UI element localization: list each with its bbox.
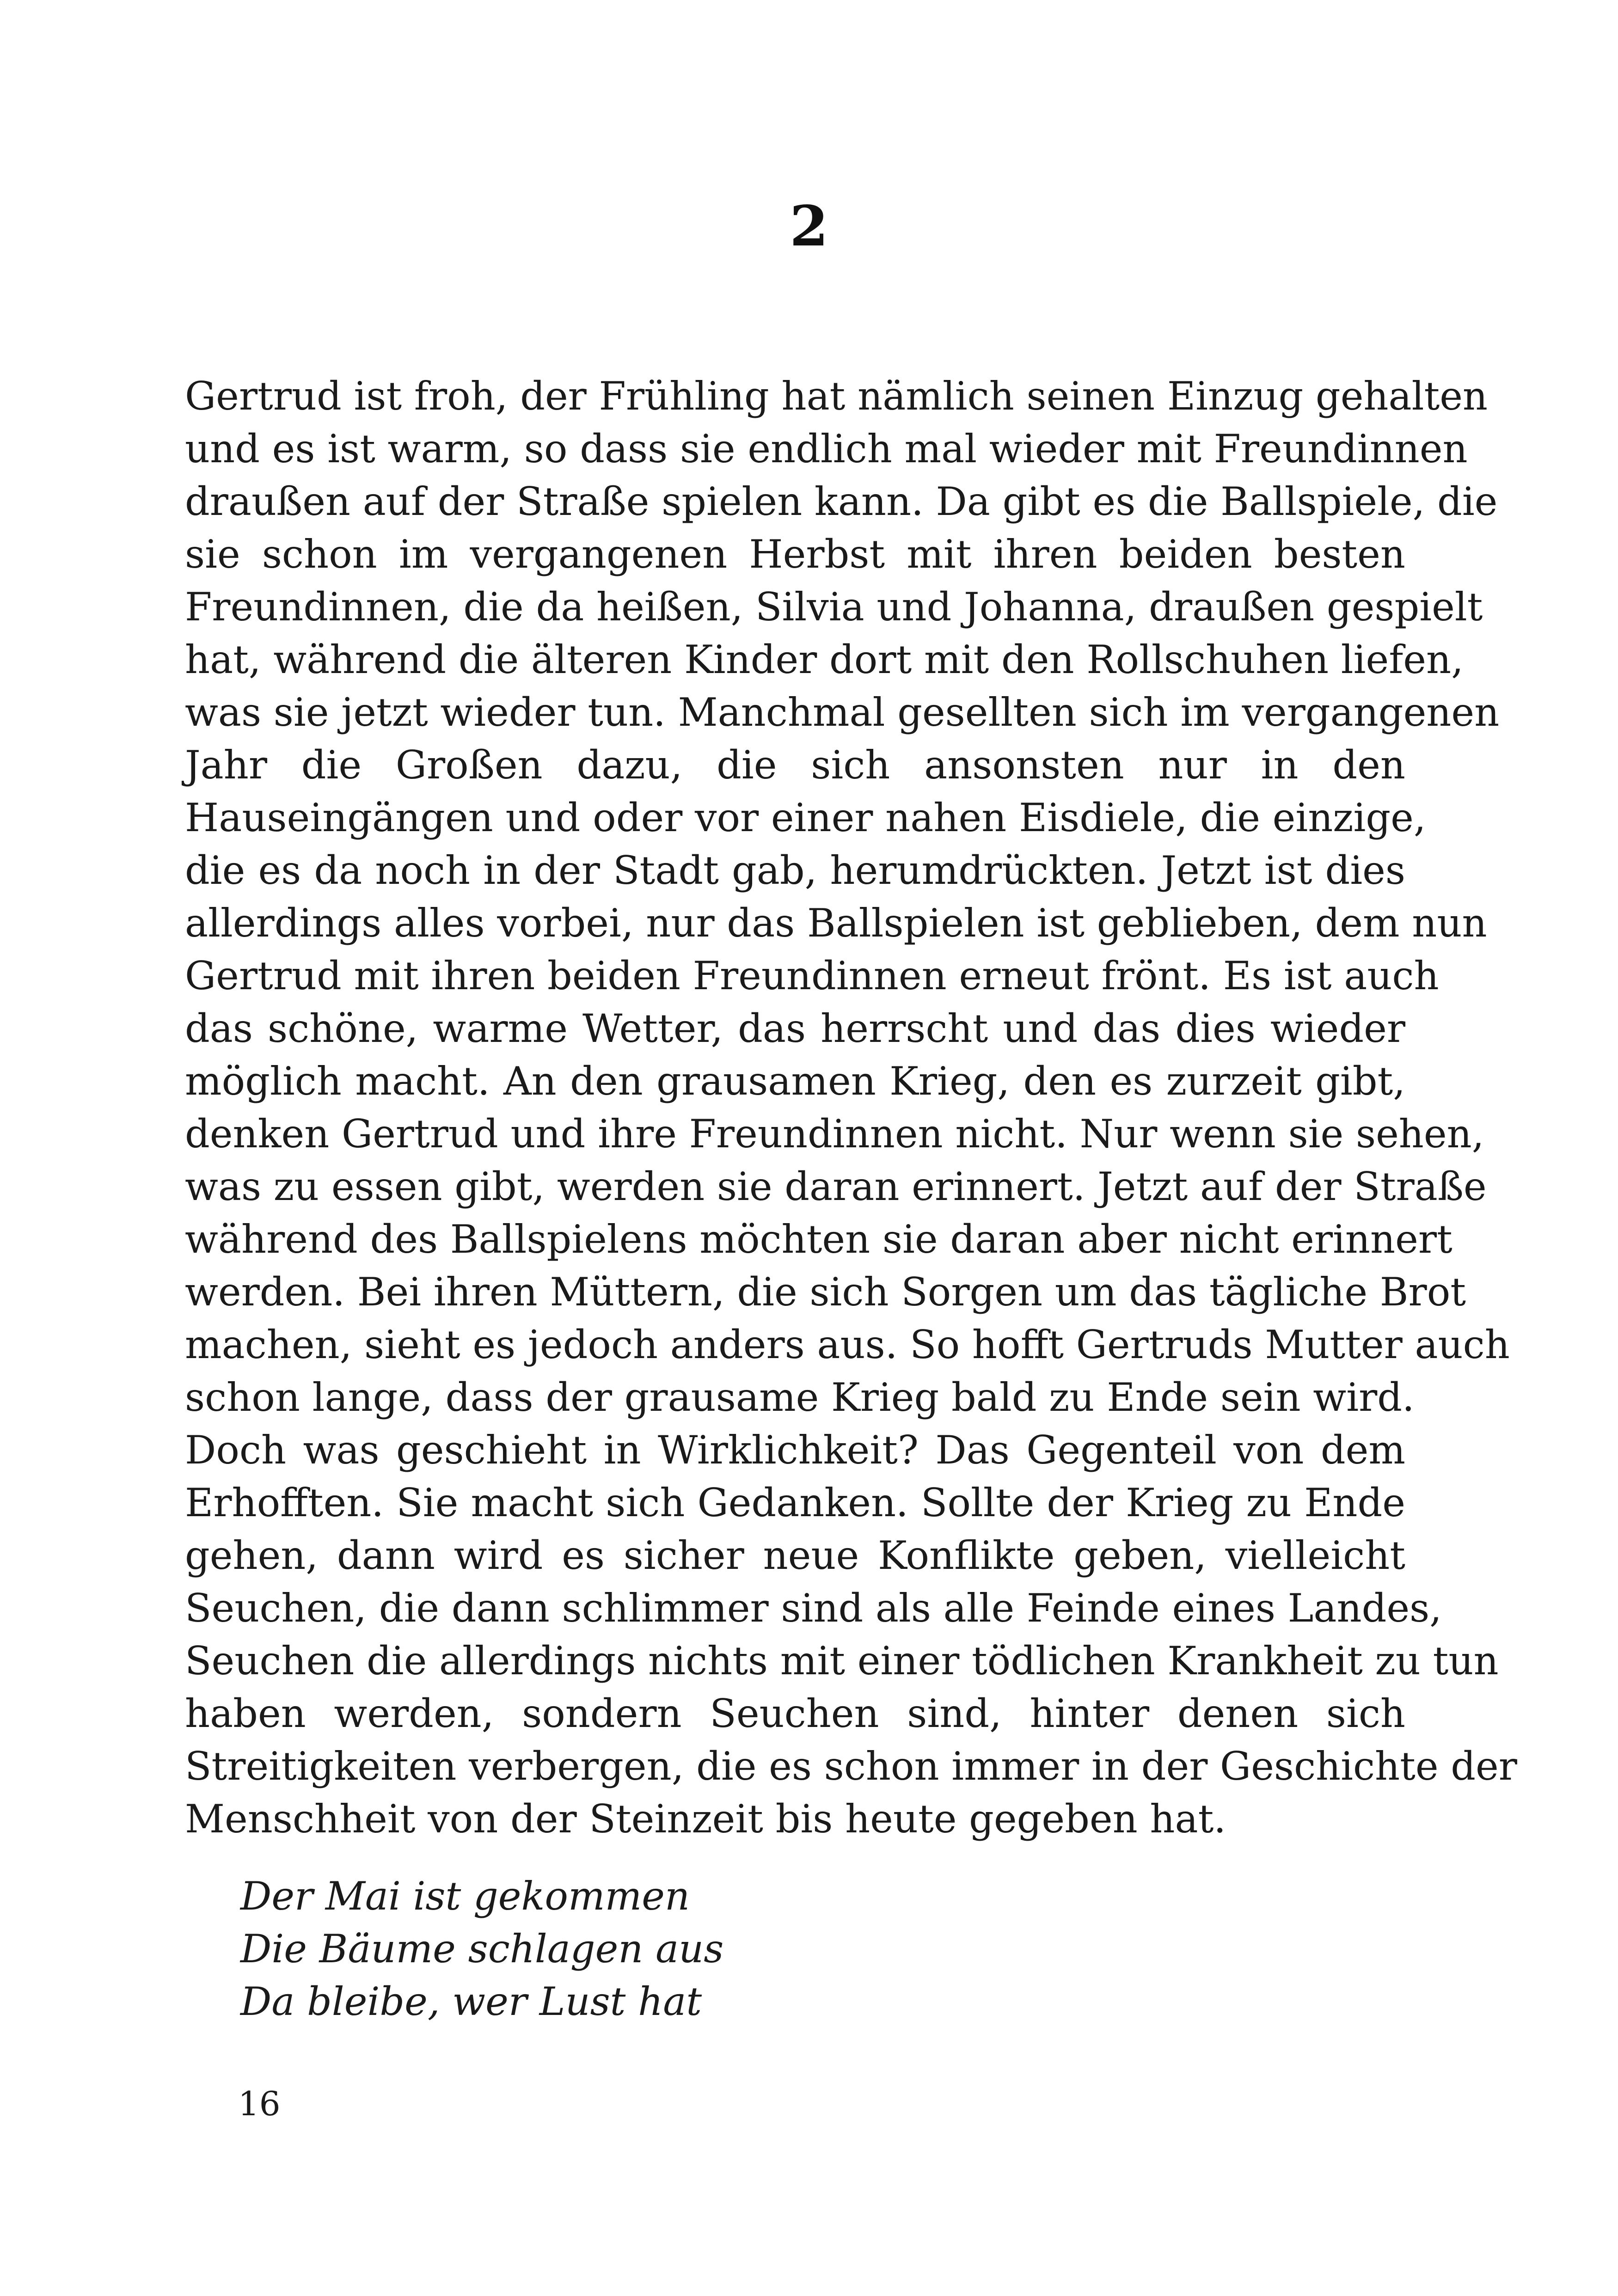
paragraph-line: sie schon im vergangenen Herbst mit ihren beiden besten [185, 532, 1405, 577]
poem-line: Die Bäume schlagen aus [240, 1926, 724, 1971]
poem-line: Der Mai ist gekommen [240, 1874, 690, 1919]
paragraph-line: Menschheit von der Steinzeit bis heute gegeben hat. [185, 1796, 1226, 1842]
paragraph-line: Doch was geschieht in Wirklichkeit? Das Gegenteil von dem [185, 1427, 1405, 1473]
paragraph-line: Gertrud mit ihren beiden Freundinnen erneut frönt. Es ist auch [185, 953, 1439, 998]
paragraph-line: Erhofften. Sie macht sich Gedanken. Sollte der Krieg zu Ende [185, 1480, 1405, 1525]
page-number: 16 [238, 2084, 281, 2123]
paragraph-line: möglich macht. An den grausamen Krieg, den es zurzeit gibt, [185, 1059, 1405, 1104]
poem-verse [240, 1870, 723, 2028]
paragraph-line: die es da noch in der Stadt gab, herumdrückten. Jetzt ist dies [185, 848, 1405, 893]
paragraph-line: und es ist warm, so dass sie endlich mal wieder mit Freundinnen [185, 426, 1468, 471]
paragraph-line: gehen, dann wird es sicher neue Konflikte geben, vielleicht [185, 1533, 1405, 1578]
paragraph-line: allerdings alles vorbei, nur das Ballspielen ist geblieben, dem nun [185, 900, 1487, 946]
paragraph-line: Streitigkeiten verbergen, die es schon immer in der Geschichte der [185, 1744, 1517, 1789]
paragraph-line: Gertrud ist froh, der Frühling hat nämlich seinen Einzug gehalten [185, 373, 1488, 419]
paragraph-line: haben werden, sondern Seuchen sind, hinter denen sich [185, 1691, 1405, 1736]
paragraph-line: Jahr die Großen dazu, die sich ansonsten nur in den [185, 742, 1405, 788]
poem-line: Da bleibe, wer Lust hat [240, 1979, 702, 2024]
paragraph-line: hat, während die älteren Kinder dort mit den Rollschuhen liefen, [185, 637, 1464, 682]
paragraph-line: was sie jetzt wieder tun. Manchmal gesellten sich im vergangenen [185, 690, 1500, 735]
chapter-number: 2 [790, 194, 828, 259]
paragraph-line: das schöne, warme Wetter, das herrscht und das dies wieder [185, 1006, 1405, 1051]
body-paragraph [185, 370, 1517, 1845]
paragraph-line: während des Ballspielens möchten sie daran aber nicht erinnert [185, 1217, 1453, 1262]
paragraph-line: schon lange, dass der grausame Krieg bald zu Ende sein wird. [185, 1375, 1415, 1420]
paragraph-line: draußen auf der Straße spielen kann. Da gibt es die Ballspiele, die [185, 479, 1498, 524]
paragraph-line: Freundinnen, die da heißen, Silvia und Johanna, draußen gespielt [185, 584, 1483, 630]
paragraph-line: Seuchen die allerdings nichts mit einer tödlichen Krankheit zu tun [185, 1638, 1499, 1684]
paragraph-line: werden. Bei ihren Müttern, die sich Sorgen um das tägliche Brot [185, 1269, 1466, 1315]
paragraph-line: Hauseingängen und oder vor einer nahen Eisdiele, die einzige, [185, 795, 1426, 840]
paragraph-line: was zu essen gibt, werden sie daran erinnert. Jetzt auf der Straße [185, 1164, 1487, 1209]
paragraph-line: Seuchen, die dann schlimmer sind als alle Feinde eines Landes, [185, 1586, 1442, 1631]
paragraph-line: machen, sieht es jedoch anders aus. So hofft Gertruds Mutter auch [185, 1322, 1510, 1367]
paragraph-line: denken Gertrud und ihre Freundinnen nicht. Nur wenn sie sehen, [185, 1111, 1484, 1157]
